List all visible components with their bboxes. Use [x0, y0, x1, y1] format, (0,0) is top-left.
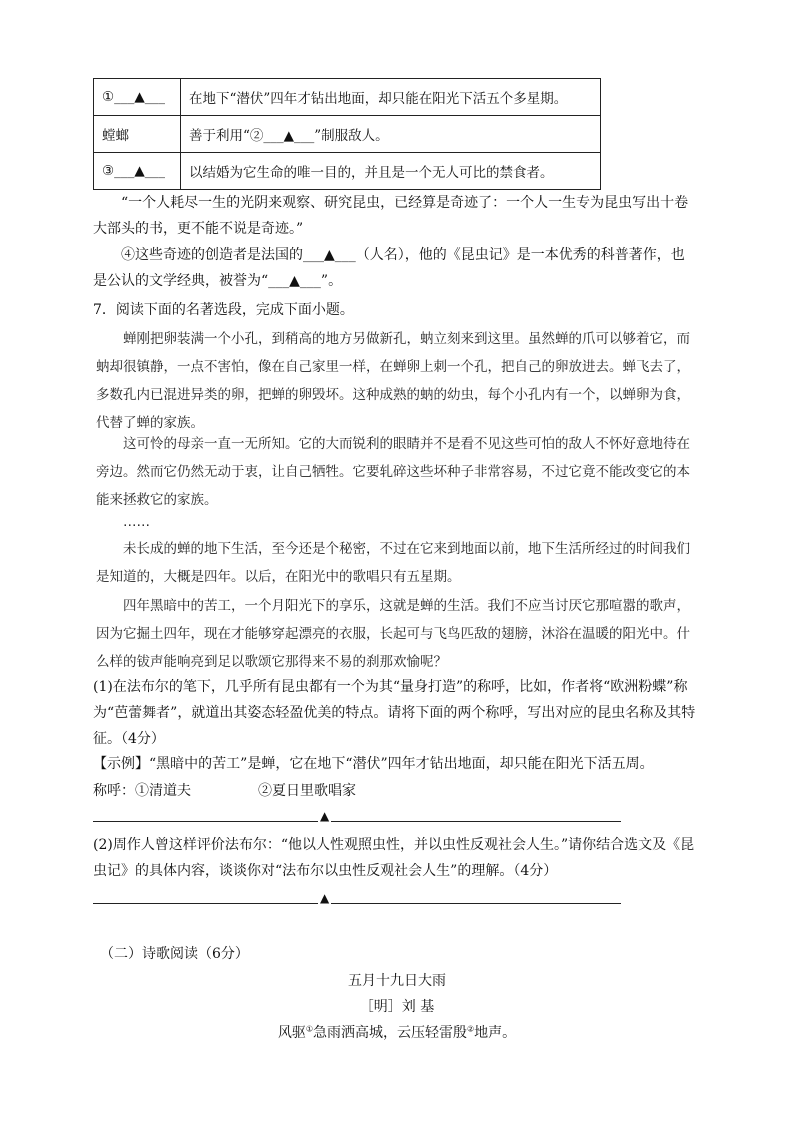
poem-author: ［明］刘 基	[359, 999, 435, 1015]
question-7-title: 7．阅读下面的名著选段，完成下面小题。	[93, 302, 354, 318]
table-cell-name: ③___▲___	[94, 153, 181, 190]
table-cell-trait: 善于利用“②___▲___”制服敌人。	[181, 116, 601, 153]
poem-text: 风驱	[277, 1025, 306, 1041]
subquestion-2: (2)周作人曾这样评价法布尔：“他以人性观照虫性，并以虫性反观社会人生。”请你结合选文及《昆虫记》的具体内容，谈谈你对“法布尔以虫性反观社会人生”的理解。（4分）	[93, 837, 695, 879]
subquestion-1: (1)在法布尔的笔下，几乎所有昆虫都有一个为其“量身打造”的称呼，比如，作者将“欧洲粉蝶”称为“芭蕾舞者”，就道出其姿态轻盈优美的特点。请将下面的两个称呼，写出对应的昆虫名称及其特征。（4分）	[93, 679, 696, 747]
footnote-mark: ②	[467, 1024, 475, 1034]
answer-mark: ▲	[320, 891, 330, 905]
answer-mark: ▲	[320, 809, 330, 823]
example-text: 【示例】“黑暗中的苦工”是蝉，它在地下“潜伏”四年才钻出地面，却只能在阳光下活五周。	[93, 756, 654, 772]
table-cell-trait: 以结婚为它生命的唯一目的，并且是一个无人可比的禁食者。	[181, 153, 601, 190]
excerpt-paragraph-3: 未长成的蝉的地下生活，至今还是个秘密，不过在它来到地面以前，地下生活所经过的时间我们是知道的，大概是四年。以后，在阳光中的歌唱只有五星期。	[96, 541, 690, 585]
names-label: 称呼：①清道夫	[93, 783, 191, 799]
excerpt-ellipsis: ……	[123, 514, 150, 530]
poem-title: 五月十九日大雨	[348, 973, 446, 989]
excerpt-paragraph-4: 四年黑暗中的苦工，一个月阳光下的享乐，这就是蝉的生活。我们不应当讨厌它那喧嚣的歌声，因为它掘土四年，现在才能够穿起漂亮的衣服，长起可与飞鸟匹敌的翅膀，沐浴在温暖的阳光中。什么样的钹声能响亮到足以歌颂它那得来不易的刹那欢愉呢？	[96, 598, 690, 670]
table-cell-trait: 在地下“潜伏”四年才钻出地面，却只能在阳光下活五个多星期。	[181, 79, 601, 116]
answer-rule	[93, 821, 621, 822]
poetry-section-heading: （二）诗歌阅读（6分）	[100, 946, 249, 962]
poem-text: 地声。	[474, 1025, 517, 1041]
poem-line-1	[0, 1023, 794, 1043]
answer-rule	[93, 903, 621, 904]
answer-line-1[interactable]	[93, 808, 621, 828]
excerpt-paragraph-2: 这可怜的母亲一直一无所知。它的大而锐利的眼睛并不是看不见这些可怕的敌人不怀好意地待在旁边。然而它仍然无动于衷，让自己牺牲。它要轧碎这些坏种子非常容易，不过它竟不能改变它的本能来拯救它的家族。	[96, 436, 690, 508]
table-cell-name: 螳螂	[94, 116, 181, 153]
question-4: ④这些奇迹的创造者是法国的___▲___（人名），他的《昆虫记》是一本优秀的科普著作，也是公认的文学经典，被誉为“___▲___”。	[93, 247, 685, 289]
name-2: ②夏日里歌唱家	[258, 783, 356, 799]
table-row	[94, 116, 601, 153]
answer-line-2[interactable]	[93, 890, 621, 910]
table-row	[94, 79, 601, 116]
table-row	[94, 153, 601, 190]
quote-paragraph: “一个人耗尽一生的光阴来观察、研究昆虫，已经算是奇迹了：一个人一生专为昆虫写出十卷大部头的书，更不能不说是奇迹。”	[93, 195, 689, 237]
poem-text: 急雨洒高城，云压轻雷殷	[313, 1025, 467, 1041]
footnote-mark: ①	[305, 1024, 313, 1034]
table-cell-name: ①___▲___	[94, 79, 181, 116]
excerpt-paragraph-1: 蝉刚把卵装满一个小孔，到稍高的地方另做新孔，蚋立刻来到这里。虽然蝉的爪可以够着它，而蚋却很镇静，一点不害怕，像在自己家里一样，在蝉卵上刺一个孔，把自己的卵放进去。蝉飞去了，多数孔内已混进异类的卵，把蝉的卵毁坏。这种成熟的蚋的幼虫，每个小孔内有一个，以蝉卵为食，代替了蝉的家族。	[96, 331, 690, 431]
insect-table	[93, 78, 601, 190]
